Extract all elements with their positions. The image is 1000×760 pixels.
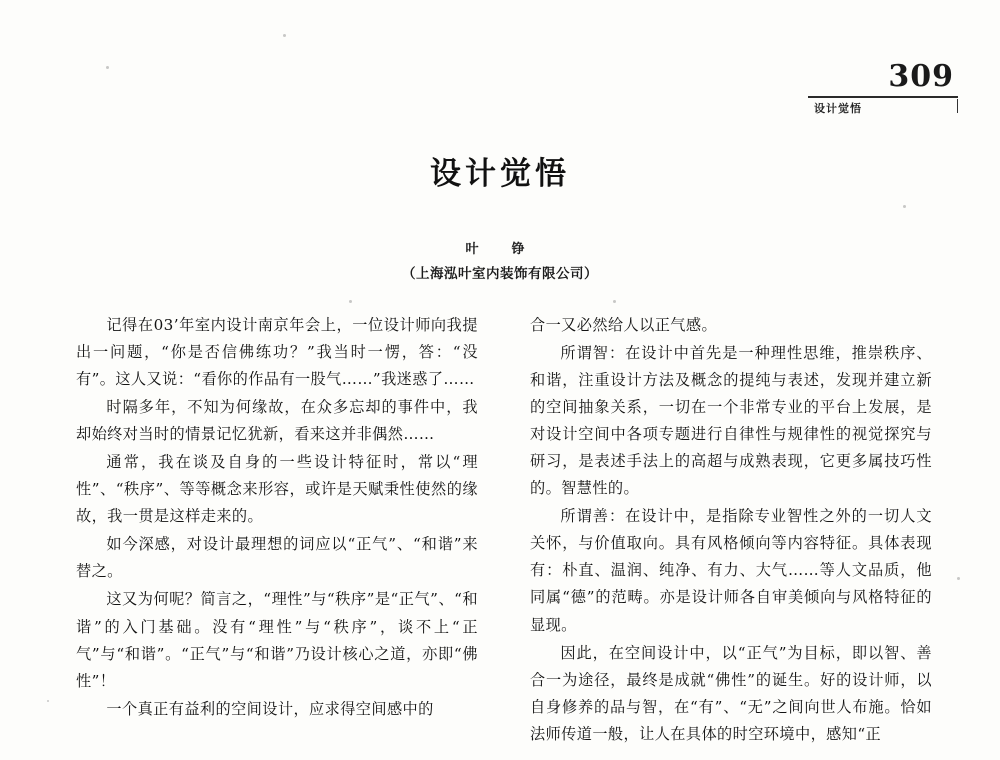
paragraph: 所谓善：在设计中，是指除专业智性之外的一切人文关怀，与价值取向。具有风格倾向等内容特征。具体表现有：朴直、温润、纯净、有力、大气……等人文品质，他同属“德”的范畴。亦是设计师各自审美倾向与风格特征的显现。 [530,507,932,634]
paragraph: 这又为何呢？简言之，“理性”与“秩序”是“正气”、“和谐”的入门基础。没有“理性”与“秩序”，谈不上“正气”与“和谐”。“正气”与“和谐”乃设计核心之道，亦即“佛性”！ [76,590,478,690]
page-number: 309 [888,59,954,94]
scan-speck [283,34,286,37]
author-name: 叶 铮 [465,242,535,257]
paragraph: 时隔多年，不知为何缘故，在众多忘却的事件中，我却始终对当时的情景记忆犹新，看来这并非偶然…… [76,398,478,444]
scan-speck [349,300,352,303]
running-head-label: 设计觉悟 [814,102,862,115]
header-rule [808,96,958,98]
paragraph: 通常，我在谈及自身的一些设计特征时，常以“理性”、“秩序”、等等概念来形容，或许是天赋秉性使然的缘故，我一贯是这样走来的。 [76,453,478,526]
author-affiliation: （上海泓叶室内装饰有限公司） [402,266,598,282]
running-head-tick [957,99,958,113]
paragraph: 记得在03’年室内设计南京年会上，一位设计师向我提出一问题，“你是否信佛练功？”我当时一愣，答：“没有”。这人又说：“看你的作品有一股气……”我迷惑了…… [76,316,478,389]
paragraph: 因此，在空间设计中，以“正气”为目标，即以智、善合一为途径，最终是成就“佛性”的诞生。好的设计师，以自身修养的品与智，在“有”、“无”之间向世人布施。恰如法师传道一般，让人在具体的时空环境中，感知“正 [530,643,932,743]
page-header [718,59,958,116]
paragraph: 一个真正有益利的空间设计，应求得空间感中的 [106,699,434,718]
running-head [808,100,958,116]
scan-speck [613,300,616,303]
column-left [76,312,478,760]
paragraph: 如今深感，对设计最理想的词应以“正气”、“和谐”来替之。 [76,535,478,581]
scan-speck [957,577,960,580]
body-columns [76,312,932,760]
paragraph: 所谓智：在设计中首先是一种理性思维，推崇秩序、和谐，注重设计方法及概念的提纯与表述，发现并建立新的空间抽象关系，一切在一个非常专业的平台上发展，是对设计空间中各项专题进行自律性与规律性的视觉探究与研习，是表述手法上的高超与成熟表现，它更多属技巧性的。智慧性的。 [530,344,932,498]
scan-speck [47,700,49,702]
paragraph: 合一又必然给人以正气感。 [530,316,718,334]
column-right [530,312,932,760]
page-title: 设计觉悟 [430,156,570,192]
scan-speck [903,205,906,208]
scan-speck [106,66,109,69]
